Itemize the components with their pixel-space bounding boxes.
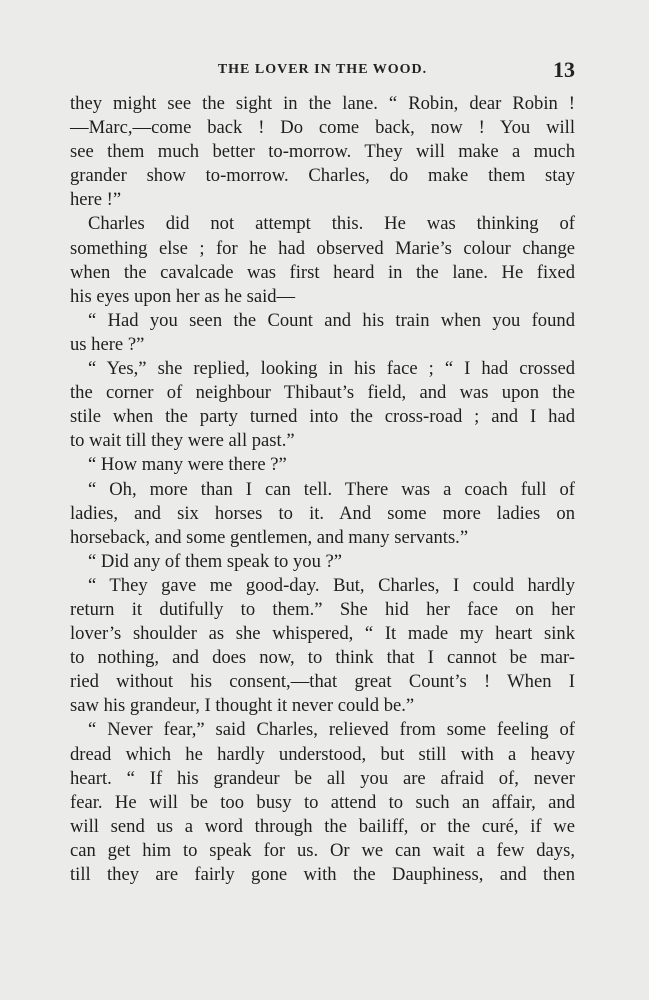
text-line: return it dutifully to them.” She hid her face on her — [70, 598, 575, 620]
text-line: horseback, and some gentlemen, and many servants.” — [70, 526, 469, 548]
text-line: ladies, and six horses to it. And some more ladies on — [70, 502, 575, 524]
text-line: “ Did any of them speak to you ?” — [88, 550, 343, 572]
text-line: “ Oh, more than I can tell. There was a coach full of — [88, 478, 575, 500]
text-line: Charles did not attempt this. He was thinking of — [88, 213, 575, 235]
text-line: “ Yes,” she replied, looking in his face ; “ I had crossed — [88, 358, 575, 380]
text-line: grander show to-morrow. Charles, do make them stay — [70, 165, 575, 187]
text-line: here !” — [70, 189, 122, 211]
text-line: can get him to speak for us. Or we can wait a few days, — [70, 839, 575, 861]
text-line: “ Had you seen the Count and his train when you found — [88, 309, 575, 331]
text-line: us here ?” — [70, 333, 145, 355]
page-header — [70, 57, 575, 84]
text-line: lover’s shoulder as she whispered, “ It made my heart sink — [70, 623, 575, 645]
text-line: fear. He will be too busy to attend to such an affair, and — [70, 791, 575, 813]
body-text — [70, 92, 575, 887]
text-line: something else ; for he had observed Marie’s colour change — [70, 237, 575, 259]
text-line: —Marc,—come back ! Do come back, now ! You will — [70, 117, 575, 139]
text-line: ried without his consent,—that great Count’s ! When I — [70, 671, 575, 693]
page-number: 13 — [553, 57, 575, 82]
text-line: the corner of neighbour Thibaut’s field, and was upon the — [70, 382, 575, 404]
text-line: to nothing, and does now, to think that I cannot be mar- — [70, 647, 575, 669]
text-line: “ Never fear,” said Charles, relieved from some feeling of — [88, 719, 575, 741]
text-line: dread which he hardly understood, but still with a heavy — [70, 743, 575, 765]
text-line: see them much better to-morrow. They will make a much — [70, 141, 575, 163]
text-line: when the cavalcade was first heard in the lane. He fixed — [70, 261, 575, 283]
text-line: till they are fairly gone with the Dauphiness, and then — [70, 864, 575, 885]
text-line: to wait till they were all past.” — [70, 430, 295, 452]
text-line: stile when the party turned into the cross-road ; and I had — [70, 406, 575, 428]
text-line: heart. “ If his grandeur be all you are afraid of, never — [70, 767, 575, 789]
text-line: they might see the sight in the lane. “ Robin, dear Robin ! — [70, 93, 575, 114]
running-title: THE LOVER IN THE WOOD. — [217, 62, 428, 77]
text-line: “ How many were there ?” — [88, 454, 287, 476]
text-line: saw his grandeur, I thought it never could be.” — [70, 695, 415, 717]
text-line: will send us a word through the bailiff, or the curé, if we — [70, 815, 575, 837]
text-line: “ They gave me good-day. But, Charles, I could hardly — [88, 574, 575, 596]
text-line: his eyes upon her as he said— — [70, 285, 296, 307]
